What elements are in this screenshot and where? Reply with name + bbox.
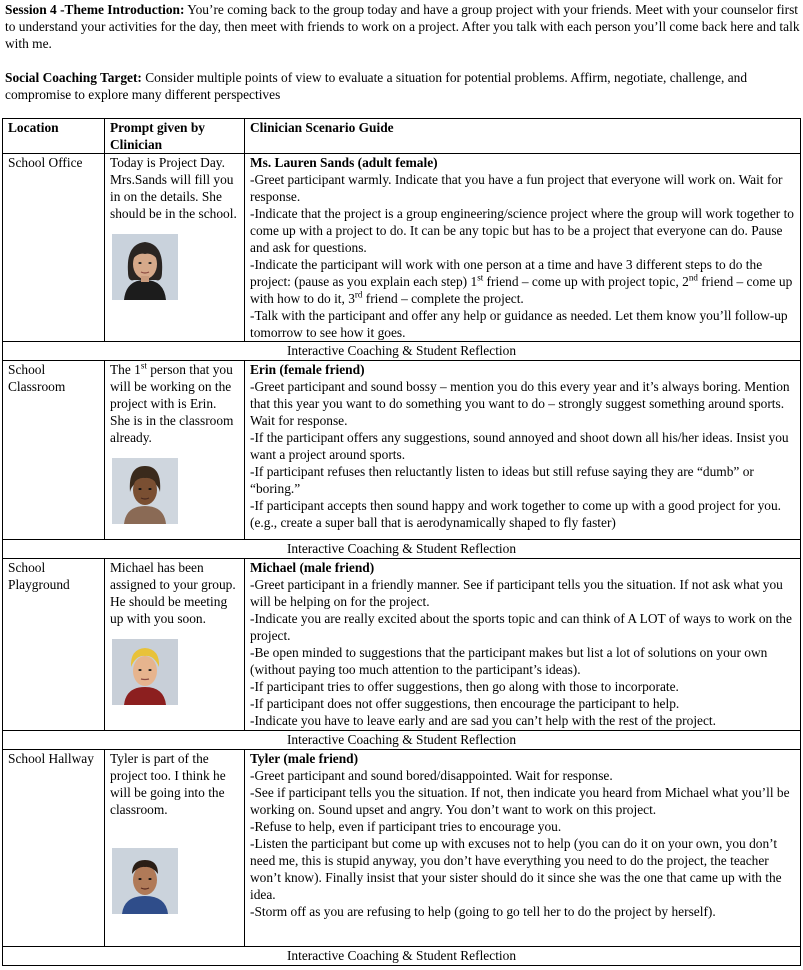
- guide-line: -If the participant offers any suggestions, sound annoyed and shoot down all his/her ideas. Insist you want a project around sports.: [250, 430, 789, 462]
- character-name: Erin (female friend): [250, 362, 365, 377]
- prompt-cell: [105, 559, 245, 731]
- coaching-target: [5, 69, 800, 103]
- location-cell: School Office: [3, 154, 105, 342]
- guide-line: -Indicate you have to leave early and are sad you can’t help with the rest of the project.: [250, 713, 717, 728]
- session-intro: [5, 1, 800, 52]
- table-row: [3, 750, 801, 947]
- reflection-label: Interactive Coaching & Student Reflection: [3, 731, 801, 750]
- guide-line: -If participant accepts then sound happy and work together to come up with a good project for you. (e.g., create a super ball that is aerodynamically shaped to fly faster): [250, 498, 782, 530]
- reflection-row: [3, 540, 801, 559]
- guide-line: -Greet participant and sound bossy – mention you do this every year and it’s always boring. Mention that this year you want to do something you want to do – strongly suggest something around sports. Wait for response.: [250, 379, 790, 428]
- reflection-row: [3, 342, 801, 361]
- guide-cell: [245, 750, 801, 947]
- guide-line: -Indicate that the project is a group engineering/science project where the group will work together to come up with a project to do. It can be any topic but has to be a project that everyone can do. Pause and ask for questions.: [250, 206, 794, 255]
- guide-line: -See if participant tells you the situation. If not, then indicate you heard from Michael what you’ll be working on. Sound upset and angry. You don’t want to work on this project.: [250, 785, 790, 817]
- reflection-label: Interactive Coaching & Student Reflection: [3, 342, 801, 361]
- prompt-cell: [105, 750, 245, 947]
- header-guide: Clinician Scenario Guide: [245, 119, 801, 154]
- header-location: Location: [3, 119, 105, 154]
- male-friend-tyler-avatar: [112, 848, 178, 914]
- table-row: [3, 361, 801, 540]
- intro: [5, 1, 800, 103]
- location-cell: School Classroom: [3, 361, 105, 540]
- guide-cell: [245, 361, 801, 540]
- reflection-label: Interactive Coaching & Student Reflection: [3, 540, 801, 559]
- guide-line: -Indicate the participant will work with one person at a time and have 3 different steps to do the project: (pause as you explain each step) 1st friend – come up with project topic, 2nd friend – come up with how to do it, 3rd friend – complete the project.: [250, 257, 793, 306]
- guide-line: -Storm off as you are refusing to help (going to go tell her to do the project by herself).: [250, 904, 716, 919]
- reflection-row: [3, 947, 801, 966]
- prompt-cell: [105, 361, 245, 540]
- table-row: [3, 559, 801, 731]
- reflection-label: Interactive Coaching & Student Reflection: [3, 947, 801, 966]
- guide-line: -Greet participant in a friendly manner. See if participant tells you the situation. If not ask what you will be helping on for the project.: [250, 577, 783, 609]
- location-cell: School Hallway: [3, 750, 105, 947]
- male-friend-michael-avatar: [112, 639, 178, 705]
- guide-line: -Indicate you are really excited about the sports topic and can think of A LOT of ways to work on the project.: [250, 611, 792, 643]
- guide-line: -Refuse to help, even if participant tries to encourage you.: [250, 819, 562, 834]
- guide-cell: [245, 559, 801, 731]
- adult-female-avatar: [112, 234, 178, 300]
- guide-line: -If participant does not offer suggestions, then encourage the participant to help.: [250, 696, 680, 711]
- target-text: Consider multiple points of view to evaluate a situation for potential problems. Affirm, negotiate, challenge, and compromise to explore many different perspectives: [5, 70, 748, 102]
- guide-line: -Talk with the participant and offer any help or guidance as needed. Let them know you’ll follow-up tomorrow to see how it goes.: [250, 308, 788, 340]
- target-label: Social Coaching Target:: [5, 70, 142, 85]
- session-text: You’re coming back to the group today and have a group project with your friends. Meet with your counselor first to understand your activities for the day, then meet with friends to work on a project. After you talk with each person you’ll come back here and talk with me.: [5, 2, 800, 51]
- guide-line: -Listen the participant but come up with excuses not to help (you can do it on your own, you don’t need me, this is stupid anyway, you don’t have everything you need to do the project, the teacher won’t know). Finally insist that your sister should do it since she was the one that came up with the idea.: [250, 836, 782, 902]
- guide-line: -If participant refuses then reluctantly listen to ideas but still refuse saying they are “dumb” or “boring.”: [250, 464, 754, 496]
- guide-line: -Greet participant and sound bored/disappointed. Wait for response.: [250, 768, 613, 783]
- character-name: Tyler (male friend): [250, 751, 359, 766]
- character-name: Ms. Lauren Sands (adult female): [250, 155, 438, 170]
- female-friend-avatar: [112, 458, 178, 524]
- table-row: [3, 154, 801, 342]
- prompt-text: Tyler is part of the project too. I think he will be going into the classroom.: [110, 751, 226, 817]
- reflection-row: [3, 731, 801, 750]
- prompt-text: Michael has been assigned to your group. He should be meeting up with you soon.: [110, 560, 236, 626]
- guide-line: -Greet participant warmly. Indicate that you have a fun project that everyone will work on. Wait for response.: [250, 172, 783, 204]
- guide-cell: [245, 154, 801, 342]
- table-header-row: [3, 119, 801, 154]
- scenario-table: [2, 118, 801, 966]
- guide-line: -Be open minded to suggestions that the participant makes but list a lot of solutions on your own (without paying too much attention to the participant’s ideas).: [250, 645, 768, 677]
- guide-line: -If participant tries to offer suggestions, then go along with those to incorporate.: [250, 679, 679, 694]
- prompt-cell: [105, 154, 245, 342]
- location-cell: School Playground: [3, 559, 105, 731]
- session-label: Session 4 -Theme Introduction:: [5, 2, 185, 17]
- prompt-text: Today is Project Day. Mrs.Sands will fill you in on the details. She should be in the school.: [110, 155, 237, 221]
- character-name: Michael (male friend): [250, 560, 375, 575]
- prompt-text: The 1st person that you will be working on the project with is Erin. She is in the classroom already.: [110, 360, 234, 445]
- header-prompt: Prompt given by Clinician: [105, 119, 245, 154]
